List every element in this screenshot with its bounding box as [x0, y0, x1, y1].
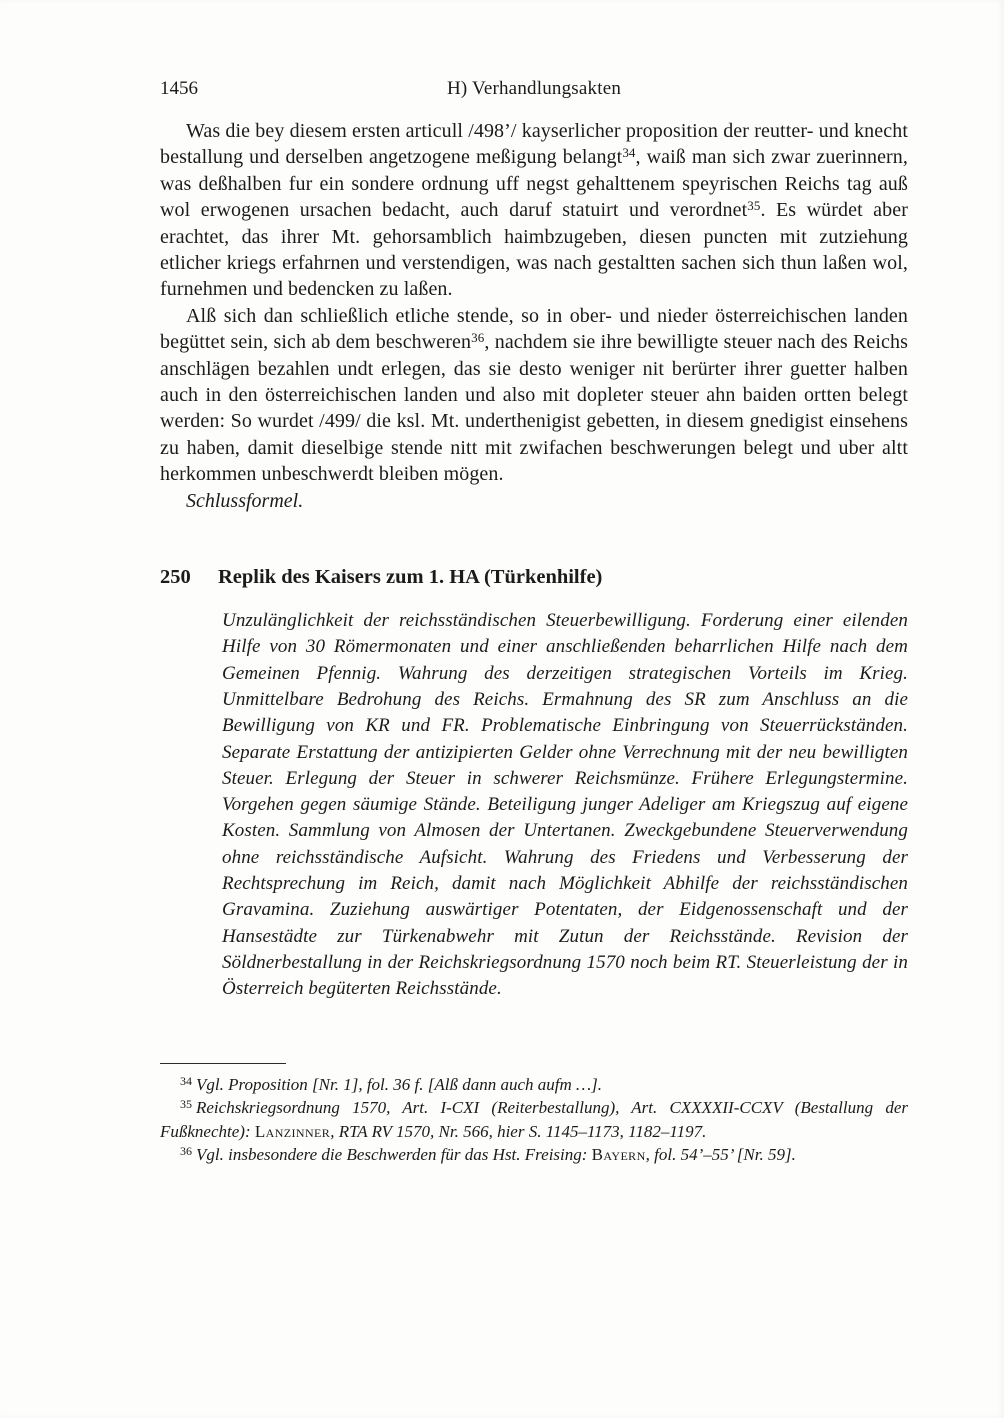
footnote-35	[160, 1096, 908, 1143]
footnote-35-text-2: , RTA RV 1570, Nr. 566, hier S. 1145–1173, 1182–1197.	[330, 1121, 707, 1141]
footnote-36	[160, 1143, 908, 1167]
footnote-ref-35: 35	[747, 198, 761, 214]
footnote-36-text-1: Vgl. insbesondere die Beschwerden für das Hst. Freising:	[196, 1145, 592, 1165]
footnote-ref-36: 36	[471, 330, 485, 346]
section-heading	[160, 564, 908, 591]
para2-segment-2: , nachdem sie ihre bewilligte steuer nach des Reichs anschlägen bezahlen undt erlegen, das sie desto weniger nit berürter ihrer guetter halben auch in den österreichischen landen und also mit dopleter steuer ahn baiden ortten belegt werden: So wurdet /499/ die ksl. Mt. underthenigist gebetten, in diesem gnedigist einsehens zu haben, damit dieselbige stende nitt mit zwifachen beschwerungen belegt und uber altt herkommen unbeschwerdt bleiben mögen.	[160, 331, 909, 486]
footnote-36-number: 36	[180, 1144, 192, 1159]
footnote-36-author: Bayern	[591, 1145, 646, 1165]
page-number: 1456	[160, 78, 198, 99]
para2-segment-1: Alß sich dan schließlich etliche stende, so in ober- und nieder österreichischen landen begüttet sein, sich ab dem beschweren	[160, 304, 908, 354]
footnote-ref-34: 34	[622, 145, 636, 161]
paragraph-stende	[160, 303, 908, 488]
para1-segment-1: Was die bey diesem ersten articull /498’/ kayserlicher proposition der reutter- und knecht bestallung und derselben angetzogene meßigung belangt	[160, 120, 908, 169]
footnote-34-number: 34	[180, 1073, 192, 1088]
footnote-35-text-1: Reichskriegsordnung 1570, Art. I-CXI (Reiterbestallung), Art. CXXXXII-CCXV (Bestallung der Fußknechte):	[160, 1098, 908, 1141]
footnotes-area	[160, 1063, 908, 1167]
footnote-35-author: Lanzinner	[254, 1121, 331, 1141]
section-summary: Unzulänglichkeit der reichsständischen Steuerbewilligung. Forderung einer eilenden Hilfe von 30 Römermonaten und einer anschließenden beharrlichen Hilfe nach dem Gemeinen Pfennig. Wahrung des derzeitigen strategischen Vorteils im Krieg. Unmittelbare Bedrohung des Reichs. Ermahnung des SR zum Anschluss an die Bewilligung von KR und FR. Problematische Einbringung von Steuerrückständen. Separate Erstattung der antizipierten Gelder ohne Verrechnung mit der neu bewilligten Steuer. Erlegung der Steuer in schwerer Reichsmünze. Frühere Erlegungstermine. Vorgehen gegen säumige Stände. Beteiligung junger Adeliger am Kriegszug auf eigene Kosten. Sammlung von Almosen der Untertanen. Zweckgebundene Steuerverwendung ohne reichsständische Aufsicht. Wahrung des Friedens und Verbesserung der Rechtsprechung im Reich, damit nach Möglichkeit Abhilfe der reichsständischen Gravamina. Zuziehung auswärtiger Potentaten, der Eidgenossenschaft und der Hansestädte zur Türkenabwehr mit Zutun der Reichsstände. Revision der Söldnerbestallung in der Reichskriegsordnung 1570 noch beim RT. Steuerleistung der in Österreich begüterten Reichsstände.	[222, 610, 908, 1000]
footnote-34	[160, 1073, 908, 1097]
schlussformel-label: Schlussformel.	[186, 489, 304, 512]
footnote-34-text: Vgl. Proposition [Nr. 1], fol. 36 f. [Alß dann auch aufm …].	[196, 1074, 602, 1094]
para1-segment-3: . Es würdet aber erachtet, das ihrer Mt. gehorsamblich haimbzugeben, diesen puncten mit zutziehung etlicher kriegs erfahrnen und verstendigen, was nach gestaltten sachen sich thun laßen wol, furnehmen und bedencken zu laßen.	[160, 199, 908, 301]
para1-segment-2: , waiß man sich zwar zuerinnern, was deßhalben fur ein sondere ordnung uff negst gehalttenem speyrischen Reichs tag auß wol erwogenen ursachen bedacht, auch daruf statuirt und verordnet	[160, 146, 909, 222]
footnote-separator-rule	[160, 1063, 286, 1064]
section-title: Replik des Kaisers zum 1. HA (Türkenhilfe)	[218, 566, 603, 589]
section-number: 250	[160, 566, 191, 589]
footnote-35-number: 35	[180, 1097, 192, 1112]
footnote-36-text-2: , fol. 54’–55’ [Nr. 59].	[645, 1145, 796, 1165]
paragraph-proposition	[160, 118, 908, 303]
running-head: H) Verhandlungsakten	[446, 78, 622, 99]
page-header	[160, 78, 908, 102]
